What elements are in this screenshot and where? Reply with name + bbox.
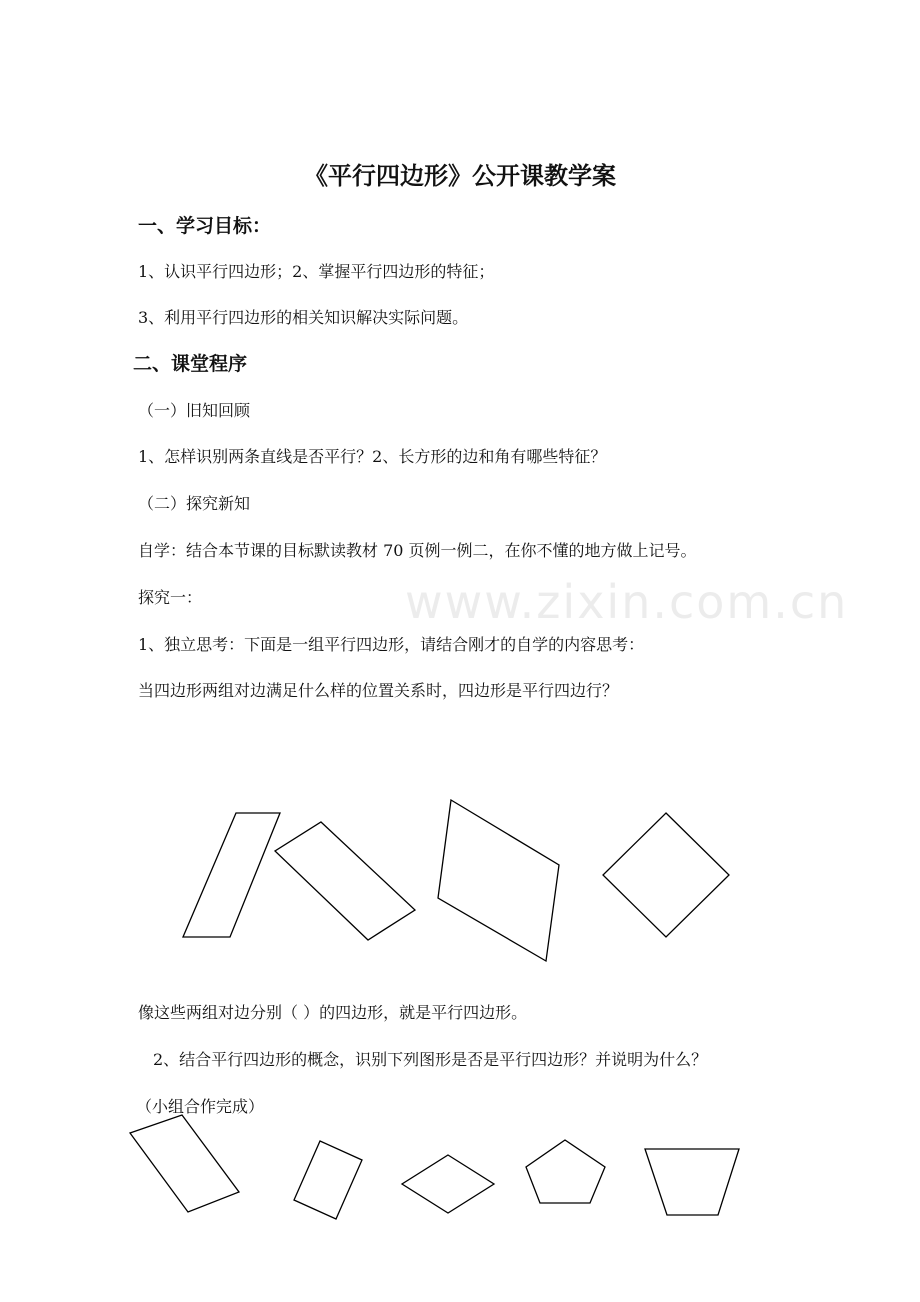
subheading-explore: （二）探究新知 (138, 494, 251, 513)
task-two-text: 2、结合平行四边形的概念，识别下列图形是否是平行四边形？并说明为什么？ (153, 1050, 708, 1069)
goal-line-1: 1、认识平行四边形；2、掌握平行四边形的特征； (138, 262, 495, 281)
task-two-note: （小组合作完成） (136, 1097, 265, 1116)
parallelogram-shape-3 (438, 800, 559, 961)
explore-one-label: 探究一： (138, 588, 203, 607)
section-heading-procedure: 二、课堂程序 (133, 353, 248, 375)
identify-shape-3 (402, 1155, 494, 1213)
parallelogram-shape-4 (603, 813, 729, 937)
think-text: 1、独立思考：下面是一组平行四边形，请结合刚才的自学的内容思考： (138, 635, 645, 654)
identify-shape-1 (130, 1115, 239, 1212)
review-questions: 1、怎样识别两条直线是否平行？2、长方形的边和角有哪些特征？ (138, 447, 607, 466)
document-title: 《平行四边形》公开课教学案 (304, 162, 616, 190)
subheading-review: （一）旧知回顾 (138, 401, 251, 420)
parallelogram-shape-1 (183, 813, 280, 937)
watermark: www.zixin.com.cn (405, 575, 849, 629)
self-study-text: 自学：结合本节课的目标默读教材 70 页例一例二，在你不懂的地方做上记号。 (138, 541, 697, 560)
section-heading-goals: 一、学习目标： (138, 215, 272, 237)
identify-shape-4 (526, 1140, 605, 1203)
goal-line-2: 3、利用平行四边形的相关知识解决实际问题。 (138, 308, 469, 327)
fill-blank-text: 像这些两组对边分别（ ）的四边形，就是平行四边形。 (138, 1003, 528, 1022)
question-text: 当四边形两组对边满足什么样的位置关系时，四边形是平行四边行？ (138, 681, 619, 700)
identify-shape-5 (645, 1149, 739, 1215)
identify-shape-2 (294, 1141, 362, 1219)
parallelogram-shape-2 (275, 822, 415, 940)
